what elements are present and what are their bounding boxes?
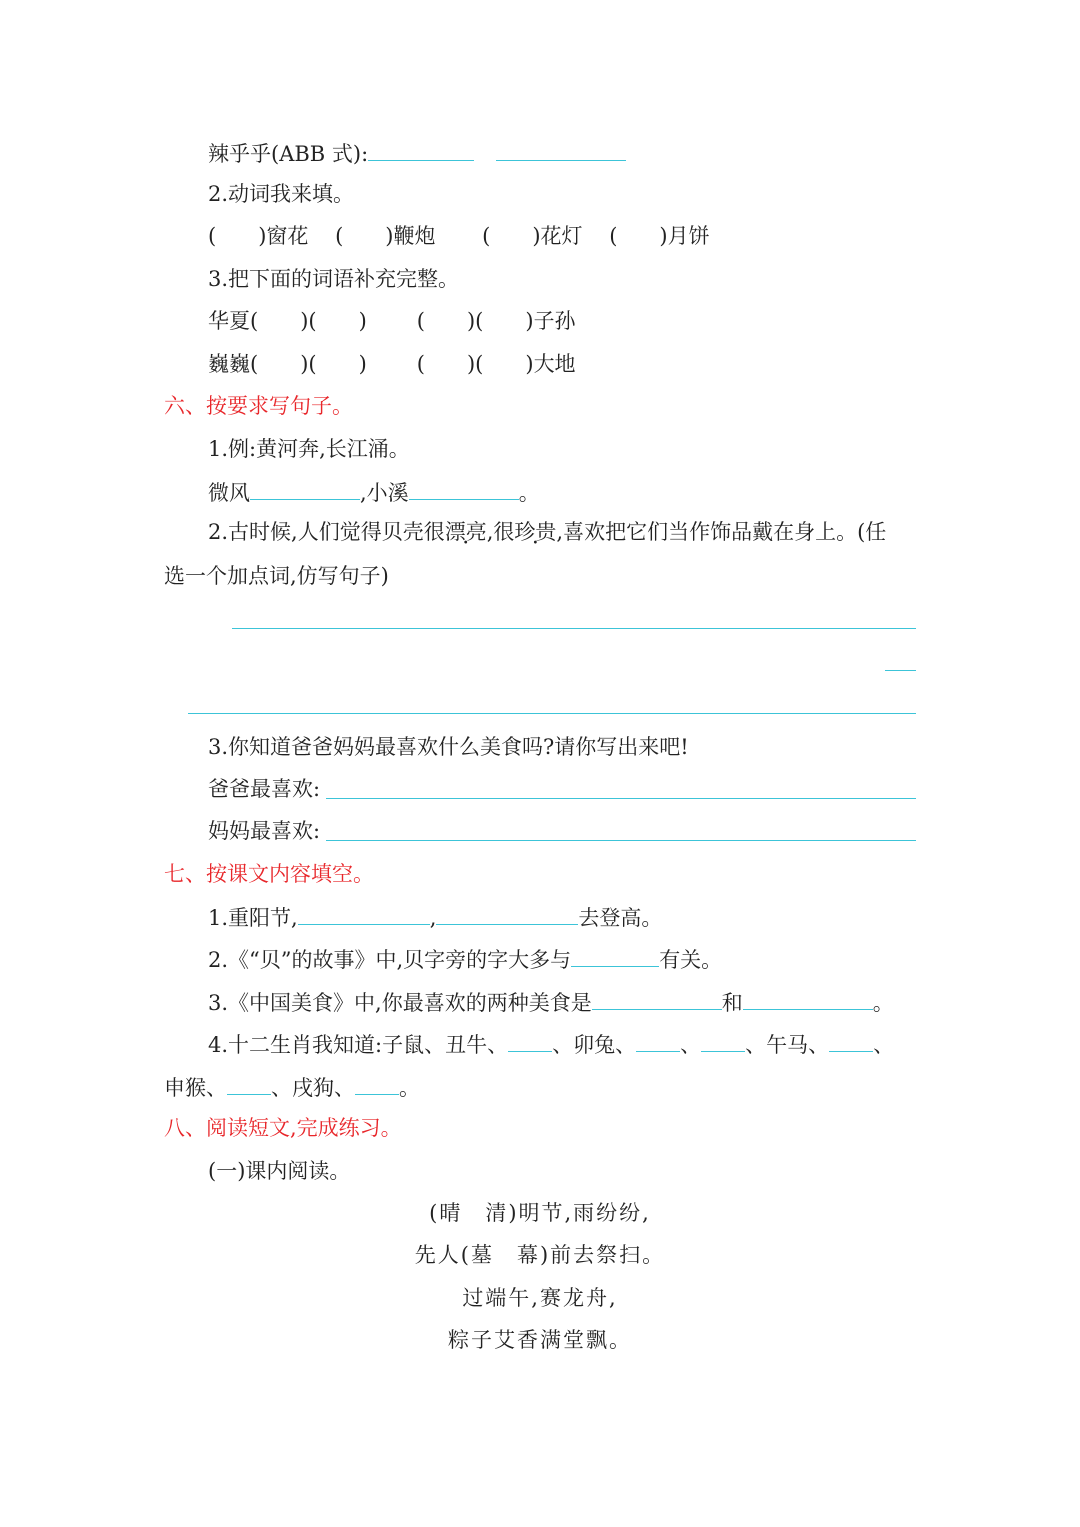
zodiac-blank-6[interactable]	[355, 1072, 399, 1095]
answer-line-2[interactable]	[885, 670, 916, 671]
abb-blank-1[interactable]	[368, 138, 474, 161]
mom-label: 妈妈最喜欢:	[208, 819, 321, 843]
verb-blank-2[interactable]: ( )	[335, 224, 394, 248]
abb-blank-2[interactable]	[496, 138, 626, 161]
verb-blank-3[interactable]: ( )	[482, 224, 541, 248]
fill-q4-text: 、戌狗、	[271, 1076, 355, 1100]
zodiac-blank-5[interactable]	[227, 1072, 271, 1095]
dad-answer-line[interactable]	[326, 798, 916, 799]
fill-q4	[208, 1029, 894, 1059]
sentence-q3-title: 3.你知道爸爸妈妈最喜欢什么美食吗?请你写出来吧!	[208, 735, 689, 759]
section-7-heading: 七、按课文内容填空。	[164, 862, 374, 886]
fill-q4-text: 、	[873, 1033, 895, 1057]
poem-line-4: 粽子艾香满堂飘。	[448, 1328, 632, 1352]
q1-end: 。	[518, 481, 540, 505]
idiom-end: 子孙	[533, 309, 576, 333]
idiom-end: 大地	[533, 352, 576, 376]
fill-q2-text: 2.《“贝”的故事》中,贝字旁的字大多与	[208, 948, 572, 972]
dad-label: 爸爸最喜欢:	[208, 777, 321, 801]
zodiac-blank-3[interactable]	[701, 1029, 745, 1052]
fill-q4-text: 。	[399, 1076, 420, 1100]
fill-q4-text: 、午马、	[745, 1033, 830, 1057]
fill-q1-text: ,	[429, 906, 437, 930]
sentence-q1-answer	[208, 477, 540, 507]
fill-q1-text: 1.重阳节,	[208, 906, 298, 930]
fill-q1-text: 去登高。	[578, 906, 663, 930]
verb-item: 窗花	[266, 224, 309, 248]
sentence-q2	[208, 518, 886, 546]
verb-fill-title: 2.动词我来填。	[208, 182, 355, 206]
section-6-heading: 六、按要求写句子。	[164, 394, 353, 418]
zodiac-blank-2[interactable]	[636, 1029, 680, 1052]
poem-line-2: 先人(墓 幕)前去祭扫。	[414, 1243, 666, 1267]
dotted-word-1: 漂亮	[444, 520, 487, 544]
idiom-blanks[interactable]: ( )( )	[250, 309, 367, 333]
sentence-q1-title: 1.例:黄河奔,长江涌。	[208, 437, 410, 461]
q1-blank-2[interactable]	[409, 477, 519, 500]
fill-q1	[208, 902, 662, 932]
zodiac-blank-1[interactable]	[508, 1029, 552, 1052]
q1-word-2: ,小溪	[360, 481, 409, 505]
abb-label: 辣乎乎(ABB 式):	[208, 142, 369, 166]
fill-q1-blank-2[interactable]	[436, 902, 578, 925]
abb-question	[208, 138, 626, 168]
idiom-blanks[interactable]: ( )( )	[416, 309, 534, 333]
idiom-blanks[interactable]: ( )( )	[250, 352, 367, 376]
fill-q2	[208, 944, 722, 974]
fill-q3	[208, 987, 894, 1017]
idiom-row-1	[208, 307, 576, 335]
q1-blank-1[interactable]	[250, 477, 360, 500]
poem-line-3: 过端午,赛龙舟,	[462, 1286, 618, 1310]
answer-line-3[interactable]	[188, 713, 916, 714]
fill-q2-blank[interactable]	[571, 944, 659, 967]
answer-line-1[interactable]	[232, 628, 916, 629]
q2-text: 2.古时候,人们觉得贝壳很	[208, 520, 445, 544]
fill-q4-text: 4.十二生肖我知道:子鼠、丑牛、	[208, 1033, 509, 1057]
fill-q3-text: 3.《中国美食》中,你最喜欢的两种美食是	[208, 991, 592, 1015]
fill-q3-text: 。	[872, 991, 894, 1015]
q2-text: ,喜欢把它们当作饰品戴在身上。(任	[556, 520, 887, 544]
idiom-start: 华夏	[208, 309, 250, 333]
idiom-start: 巍巍	[208, 352, 250, 376]
q1-word-1: 微风	[208, 481, 250, 505]
fill-q1-blank-1[interactable]	[298, 902, 430, 925]
fill-q4-cont	[164, 1072, 420, 1102]
sentence-q2-cont: 选一个加点词,仿写句子)	[164, 564, 389, 588]
q2-text: ,很	[486, 520, 515, 544]
mom-answer-line[interactable]	[326, 840, 916, 841]
mom-favorite-row	[208, 817, 320, 845]
idiom-blanks[interactable]: ( )( )	[416, 352, 534, 376]
zodiac-blank-4[interactable]	[829, 1029, 873, 1052]
reading-subheading: (一)课内阅读。	[208, 1159, 351, 1183]
section-8-heading: 八、阅读短文,完成练习。	[164, 1116, 402, 1140]
fill-q4-text: 、	[680, 1033, 702, 1057]
fill-q2-text: 有关。	[659, 948, 723, 972]
verb-blank-4[interactable]: ( )	[609, 224, 668, 248]
verb-blank-1[interactable]: ( )	[208, 224, 267, 248]
verb-item: 月饼	[667, 224, 710, 248]
verb-item: 鞭炮	[393, 224, 436, 248]
verb-fill-row	[208, 222, 710, 250]
fill-q3-blank-2[interactable]	[743, 987, 873, 1010]
fill-q4-text: 申猴、	[164, 1076, 227, 1100]
verb-item: 花灯	[540, 224, 583, 248]
fill-q3-text: 和	[721, 991, 743, 1015]
fill-q4-text: 、卯兔、	[552, 1033, 637, 1057]
idiom-row-2	[208, 350, 576, 378]
idiom-title: 3.把下面的词语补充完整。	[208, 267, 460, 291]
dad-favorite-row	[208, 775, 320, 803]
poem-line-1: (晴 清)明节,雨纷纷,	[429, 1201, 651, 1225]
fill-q3-blank-1[interactable]	[592, 987, 722, 1010]
dotted-word-2: 珍贵	[514, 520, 557, 544]
